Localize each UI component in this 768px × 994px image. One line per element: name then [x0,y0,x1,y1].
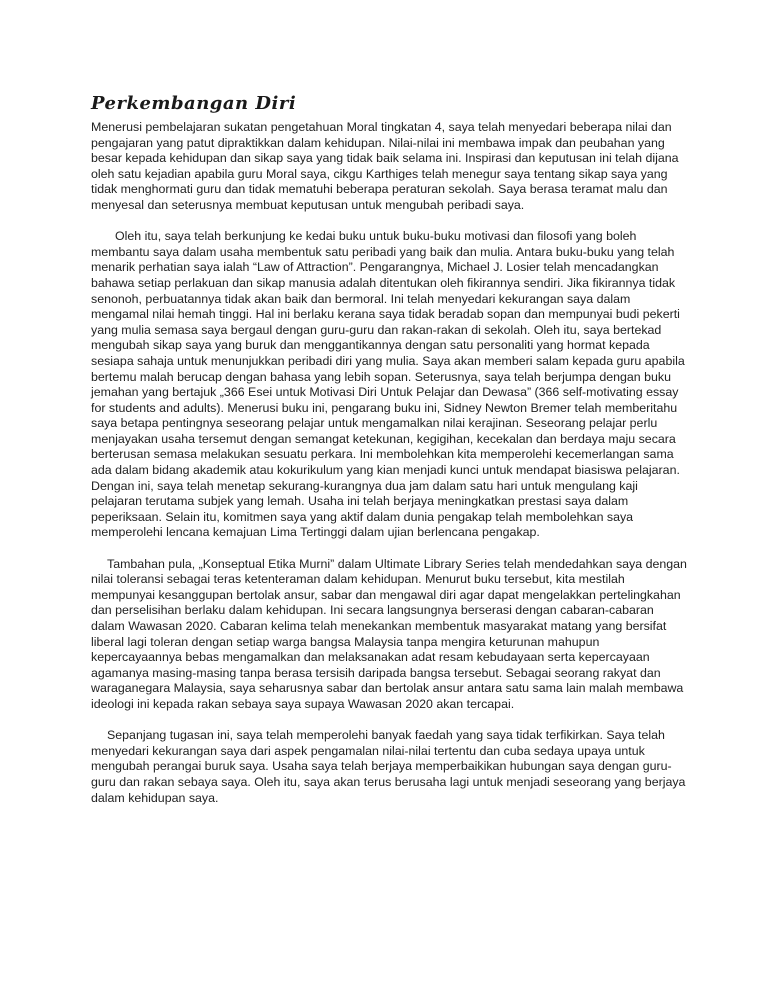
document-title: Perkembangan Diri [91,93,297,114]
paragraph-4: Sepanjang tugasan ini, saya telah memperolehi banyak faedah yang saya tidak terfikirkan. Saya telah menyedari kekurangan saya dari aspek pengamalan nilai-nilai tertentu dan cuba sedaya upaya untuk mengubah perangai buruk saya. Usaha saya telah berjaya memperbaikikan hubungan saya dengan guru-guru dan rakan sebaya saya. Oleh itu, saya akan terus berusaha lagi untuk menjadi seseorang yang berjaya dalam kehidupan saya. [91,728,686,805]
paragraph-3: Tambahan pula, „Konseptual Etika Murni” dalam Ultimate Library Series telah mendedahkan saya dengan nilai toleransi sebagai teras ketenteraman dalam kehidupan. Menurut buku tersebut, kita mestilah mempunyai kesanggupan bertolak ansur, sabar dan mengawal diri agar dapat mengelakkan pertelingkahan dan perselisihan berlaku dalam kehidupan. Ini secara langsungnya berserasi dengan cabaran-cabaran dalam Wawasan 2020. Cabaran kelima telah menekankan membentuk masyarakat matang yang bersifat liberal lagi toleran dengan setiap warga bangsa Malaysia tanpa mengira keturunan mahupun kepercayaannya bebas mengamalkan dan melaksanakan adat resam kebudayaan serta kepercayaan agamanya masing-masing tanpa berasa tersisih daripada bangsa tersebut. Sebagai seorang rakyat dan waraganegara Malaysia, saya seharusnya sabar dan bertolak ansur antara satu sama lain malah membawa ideologi ini kepada rakan sebaya saya supaya Wawasan 2020 akan tercapai. [91,556,687,711]
document-page [91,92,689,822]
paragraph-2: Oleh itu, saya telah berkunjung ke kedai buku untuk buku-buku motivasi dan filosofi yang boleh membantu saya dalam usaha membentuk satu peribadi yang baik dan mulia. Antara buku-buku yang telah menarik perhatian saya ialah “Law of Attraction”. Pengarangnya, Michael J. Losier telah mencadangkan bahawa setiap perlakuan dan sikap manusia adalah ditentukan oleh fikirannya sendiri. Jika fikirannya tidak senonoh, perbuatannya tidak akan baik dan bermoral. Ini telah menyedari kekurangan saya dalam mengamal nilai hemah tinggi. Hal ini berlaku kerana saya tidak beradab sopan dan mempunyai budi pekerti yang mulia semasa saya bergaul dengan guru-guru dan rakan-rakan di sekolah. Oleh itu, saya bertekad mengubah sikap saya yang buruk dan menggantikannya dengan satu personaliti yang hormat kepada sesiapa sahaja untuk menunjukkan peribadi diri yang mulia. Saya akan memberi salam kepada guru apabila bertemu malah berucap dengan bahasa yang lebih sopan. Seterusnya, saya telah berjumpa dengan buku jemahan yang bertajuk „366 Esei untuk Motivasi Diri Untuk Pelajar dan Dewasa” (366 self-motivating essay for students and adults). Menerusi buku ini, pengarang buku ini, Sidney Newton Bremer telah memberitahu saya betapa pentingnya seseorang pelajar untuk mengamalkan nilai kerajinan. Seseorang pelajar perlu menjayakan usaha tersemut dengan semangat ketekunan, kegigihan, kecekalan dan berdaya maju secara berterusan semasa melakukan sesuatu perkara. Ini membolehkan kita memperolehi kecemerlangan sama ada dalam bidang akademik atau kokurikulum yang kian menjadi kunci untuk mendapat biasiswa pelajaran. Dengan ini, saya telah menetap sekurang-kurangnya dua jam dalam satu hari untuk mengulang kaji pelajaran terutama subjek yang lemah. Usaha ini telah berjaya meningkatkan prestasi saya dalam peperiksaan. Selain itu, komitmen saya yang aktif dalam dunia pengakap telah membolehkan saya memperolehi lencana kemajuan Lima Tertinggi dalam ujian berlencana pengakap. [91,229,685,540]
paragraph-1: Menerusi pembelajaran sukatan pengetahuan Moral tingkatan 4, saya telah menyedari beberapa nilai dan pengajaran yang patut dipraktikkan dalam kehidupan. Nilai-nilai ini membawa impak dan peubahan yang besar kepada kehidupan dan sikap saya yang tidak baik selama ini. Inspirasi dan keputusan ini telah dijana oleh satu kejadian apabila guru Moral saya, cikgu Karthiges telah menegur saya tentang sikap saya yang tidak menghormati guru dan tidak mematuhi beberapa peraturan sekolah. Saya berasa teramat malu dan menyesal dan seterusnya membuat keputusan untuk mengubah peribadi saya. [91,120,679,212]
